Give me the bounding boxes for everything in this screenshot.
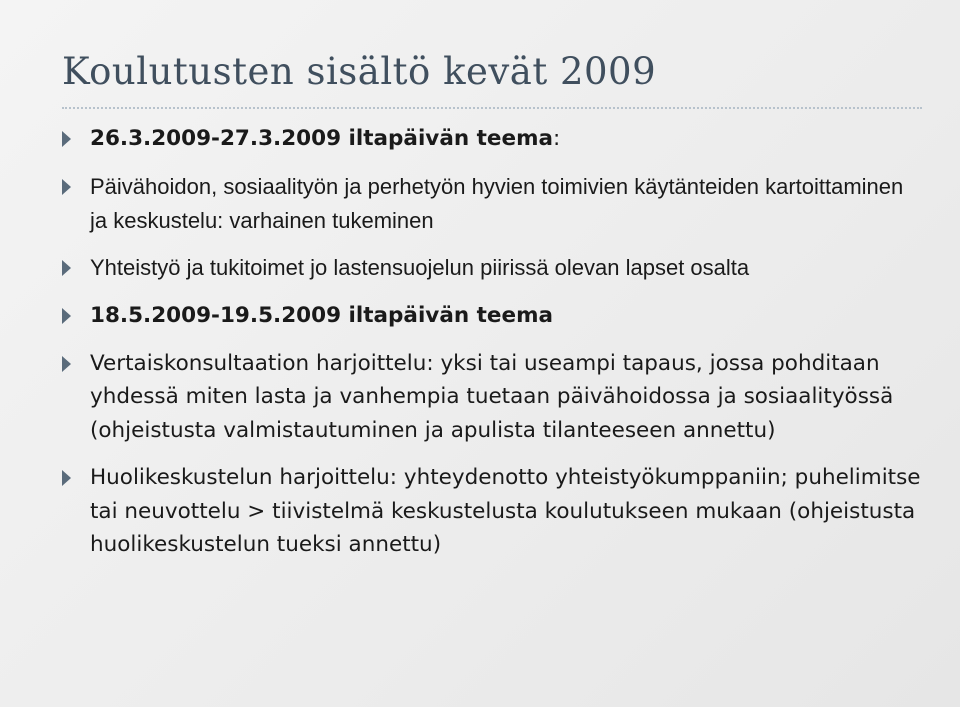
title-divider bbox=[62, 107, 922, 109]
bullet-item-session-2 bbox=[62, 299, 922, 333]
triangle-right-icon bbox=[62, 470, 71, 486]
slide-title: Koulutusten sisältö kevät 2009 bbox=[62, 50, 657, 93]
bullet-cooperation-text: Yhteistyö ja tukitoimet jo lastensuojelun piirissä olevan lapset osalta bbox=[90, 254, 750, 280]
bullet-item-peer-consultation bbox=[62, 347, 922, 448]
bullet-item-cooperation bbox=[62, 251, 922, 286]
triangle-right-icon bbox=[62, 179, 71, 195]
triangle-right-icon bbox=[62, 131, 71, 147]
bullet-session-1-colon: : bbox=[552, 126, 561, 151]
bullet-item-concern-discussion bbox=[62, 461, 922, 562]
bullet-concern-discussion-text: Huolikeskustelun harjoittelu: yhteydenotto yhteistyökumppaniin; puhelimitse tai neuvottelu > tiivistelmä keskustelusta koulutukseen mukaan (ohjeistusta huolikeskustelun tueksi annettu) bbox=[90, 465, 921, 557]
triangle-right-icon bbox=[62, 260, 71, 276]
bullet-session-2-heading: 18.5.2009-19.5.2009 iltapäivän teema bbox=[90, 303, 553, 328]
triangle-right-icon bbox=[62, 356, 71, 372]
bullet-session-1-heading: 26.3.2009-27.3.2009 iltapäivän teema bbox=[90, 126, 553, 151]
bullet-item-practices bbox=[62, 170, 922, 239]
bullet-list bbox=[62, 122, 922, 562]
bullet-practices-text: Päivähoidon, sosiaalityön ja perhetyön hyvien toimivien käytänteiden kartoittaminen ja keskustelu: varhainen tukeminen bbox=[90, 173, 904, 233]
bullet-item-session-1 bbox=[62, 122, 922, 156]
bullet-peer-consultation-text: Vertaiskonsultaation harjoittelu: yksi tai useampi tapaus, jossa pohditaan yhdessä miten lasta ja vanhempia tuetaan päivähoidossa ja sosiaalityössä (ohjeistusta valmistautuminen ja apulista tilanteeseen annettu) bbox=[90, 350, 894, 443]
triangle-right-icon bbox=[62, 308, 71, 324]
